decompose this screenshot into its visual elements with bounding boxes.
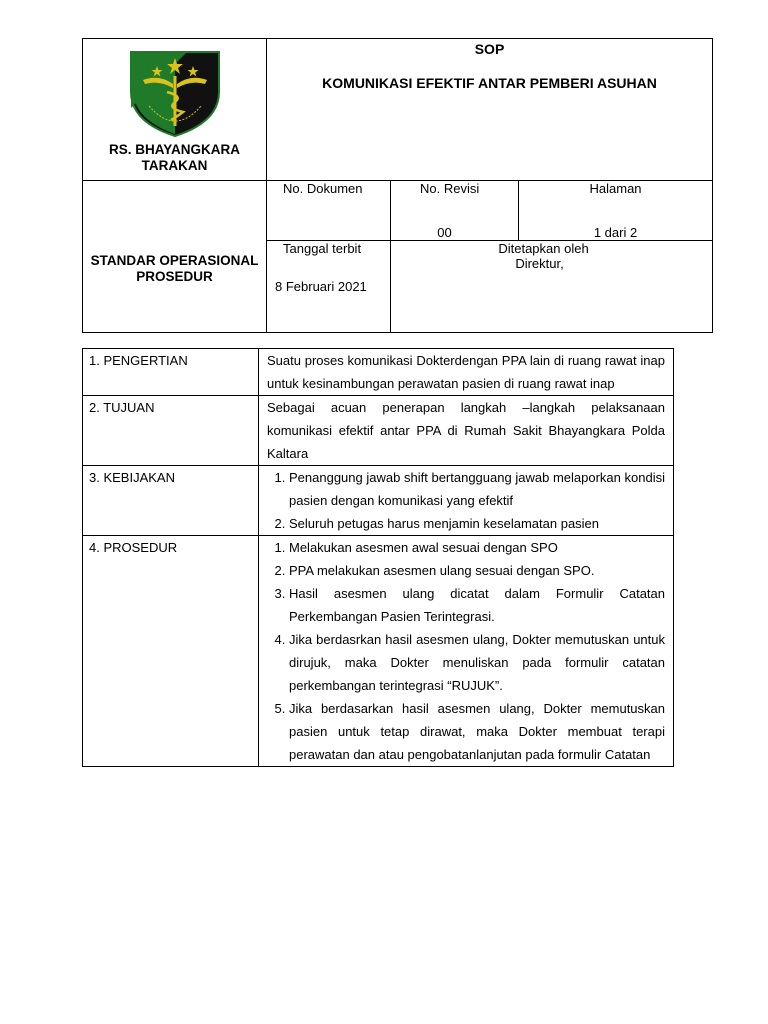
no-revisi-label: No. Revisi [420, 181, 480, 196]
hospital-logo [127, 44, 223, 138]
doc-title: KOMUNIKASI EFEKTIF ANTAR PEMBERI ASUHAN [322, 75, 657, 91]
halaman-value: 1 dari 2 [593, 225, 638, 240]
section-pengertian [83, 349, 674, 396]
tanggal-terbit-label: Tanggal terbit [283, 241, 362, 256]
tanggal-terbit-cell [267, 241, 391, 333]
list-item: 1. Melakukan asesmen awal sesuai dengan SPO [289, 536, 665, 559]
halaman-cell [519, 181, 713, 241]
list-item: 5. Jika berdasarkan hasil asesmen ulang, Dokter memutuskan pasien untuk tetap dirawat, maka Dokter membuat terapi perawatan dan atau pengobatanlanjutan pada formulir Catatan [289, 697, 665, 766]
sop-title-cell [267, 39, 713, 181]
ditetapkan-label: Ditetapkan oleh [498, 241, 589, 256]
halaman-label: Halaman [589, 181, 642, 196]
list-item: 2. Seluruh petugas harus menjamin keselamatan pasien [289, 512, 665, 535]
section-text: Sebagai acuan penerapan langkah –langkah pelaksanaan komunikasi efektif antar PPA di Rumah Sakit Bhayangkara Polda Kaltara [267, 400, 665, 461]
standard-label: STANDAR OPERASIONAL PROSEDUR [90, 252, 259, 284]
section-label: 1. PENGERTIAN [83, 349, 259, 396]
section-label: 2. TUJUAN [83, 396, 259, 466]
no-dokumen-label: No. Dokumen [283, 181, 363, 196]
section-text: Suatu proses komunikasi Dokterdengan PPA lain di ruang rawat inap untuk kesinambungan perawatan pasien di ruang rawat inap [267, 353, 665, 391]
ditetapkan-cell [391, 241, 713, 333]
kebijakan-list [267, 466, 665, 535]
shield-emblem-icon [127, 44, 223, 138]
no-revisi-cell [391, 181, 519, 241]
no-dokumen-cell [267, 181, 391, 241]
tanggal-terbit-value: 8 Februari 2021 [275, 279, 367, 294]
doc-type: SOP [474, 41, 505, 57]
ditetapkan-by: Direktur, [515, 256, 564, 271]
standard-label-cell [83, 181, 267, 333]
list-item: 3. Hasil asesmen ulang dicatat dalam Formulir Catatan Perkembangan Pasien Terintegrasi. [289, 582, 665, 628]
sop-header-table [82, 38, 713, 333]
list-item: 4. Jika berdasrkan hasil asesmen ulang, Dokter memutuskan untuk dirujuk, maka Dokter menuliskan pada formulir catatan perkembangan terintegrasi “RUJUK”. [289, 628, 665, 697]
prosedur-list [267, 536, 665, 766]
section-label: 4. PROSEDUR [83, 536, 259, 767]
hospital-name: RS. BHAYANGKARA TARAKAN [108, 142, 241, 173]
list-item: 2. PPA melakukan asesmen ulang sesuai dengan SPO. [289, 559, 665, 582]
section-tujuan [83, 396, 674, 466]
sop-content-table [82, 348, 674, 767]
section-label: 3. KEBIJAKAN [83, 466, 259, 536]
section-prosedur [83, 536, 674, 767]
list-item: 1. Penanggung jawab shift bertangguang jawab melaporkan kondisi pasien dengan komunikasi yang efektif [289, 466, 665, 512]
no-revisi-value: 00 [437, 225, 452, 240]
hospital-logo-cell [83, 39, 267, 181]
section-kebijakan [83, 466, 674, 536]
